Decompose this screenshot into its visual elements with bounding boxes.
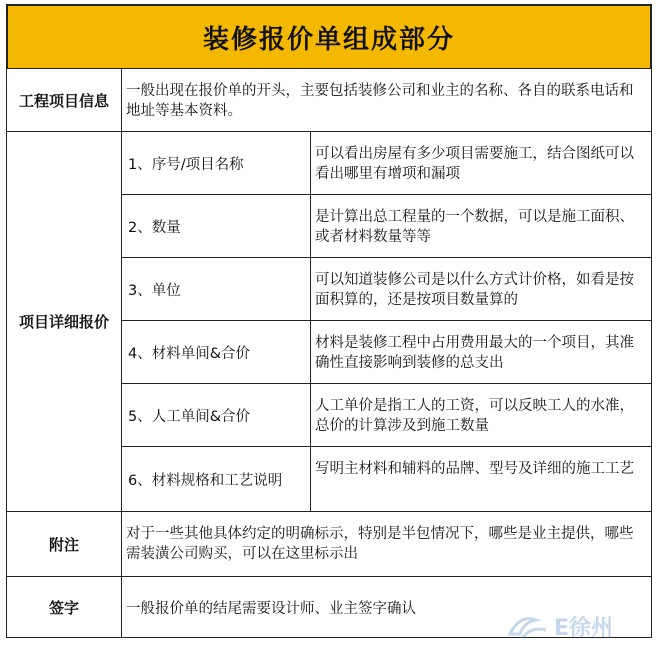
watermark-text: E徐州 (554, 616, 614, 641)
detail-item-desc: 人工单价是指工人的工资，可以反映工人的水准，总价的计算涉及到施工数量 (310, 383, 652, 447)
table-title: 装修报价单组成部分 (6, 4, 652, 70)
quote-table (6, 4, 652, 638)
info-desc: 一般出现在报价单的开头，主要包括装修公司和业主的名称、各自的联系电话和地址等基本资料。 (121, 68, 652, 132)
info-label: 工程项目信息 (6, 68, 122, 132)
logo-mark-icon (510, 619, 546, 638)
detail-item-desc: 材料是装修工程中占用费用最大的一个项目，其准确性直接影响到装修的总支出 (310, 320, 652, 384)
detail-item-name: 5、人工单间&合价 (121, 383, 311, 447)
detail-item-desc: 可以知道装修公司是以什么方式计价格，如看是按面积算的，还是按项目数量算的 (310, 257, 652, 321)
detail-item-desc: 写明主材料和辅料的品牌、型号及详细的施工工艺 (310, 446, 652, 512)
note-desc: 对于一些其他具体约定的明确标示，特别是半包情况下，哪些是业主提供，哪些需装潢公司购买，可以在这里标示出 (121, 511, 652, 577)
note-label: 附注 (6, 511, 122, 577)
detail-item-desc: 可以看出房屋有多少项目需要施工，结合图纸可以看出哪里有增项和漏项 (310, 131, 652, 195)
detail-item-name: 1、序号/项目名称 (121, 131, 311, 195)
detail-label: 项目详细报价 (6, 131, 122, 512)
detail-item-name: 4、材料单间&合价 (121, 320, 311, 384)
detail-item-desc: 是计算出总工程量的一个数据，可以是施工面积、或者材料数量等等 (310, 194, 652, 258)
detail-item-name: 2、数量 (121, 194, 311, 258)
sign-desc: 一般报价单的结尾需要设计师、业主签字确认 (121, 576, 652, 638)
detail-item-name: 6、材料规格和工艺说明 (121, 446, 311, 512)
watermark-logo (502, 608, 652, 644)
detail-item-name: 3、单位 (121, 257, 311, 321)
sign-label: 签字 (6, 576, 122, 638)
